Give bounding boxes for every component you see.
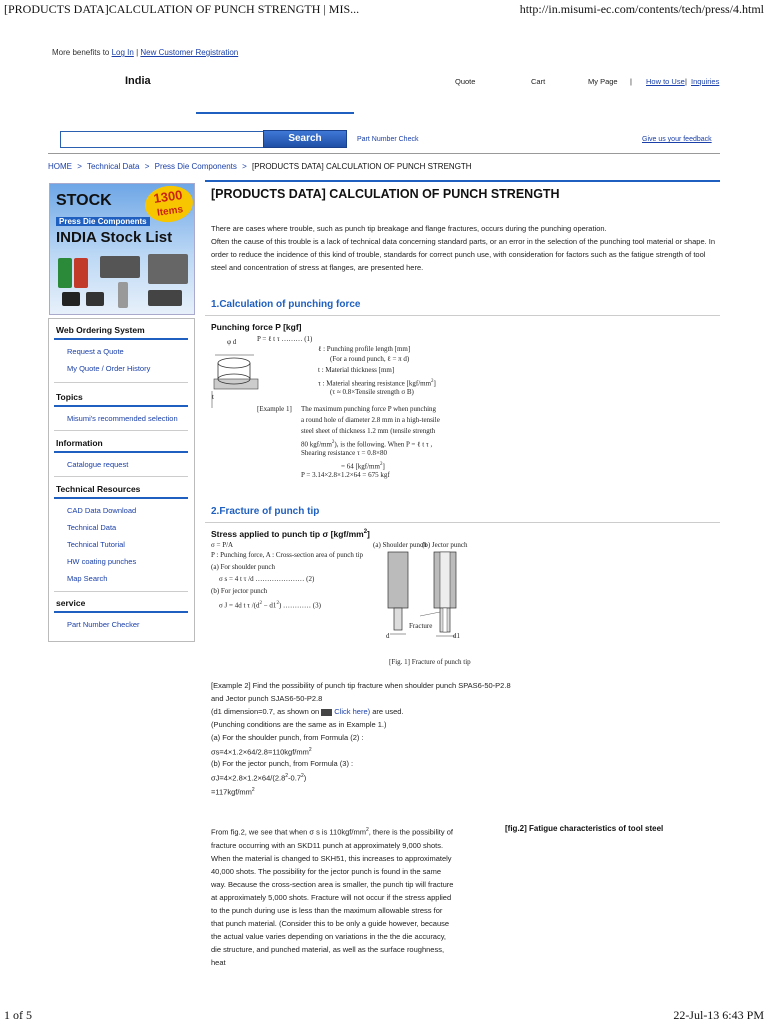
breadcrumb-sep: > [144,162,150,171]
sidebar-heading-service: service [56,598,86,608]
example-1-line-3: steel sheet of thickness 1.2 mm (tensile strength [301,427,436,435]
sidebar-item-cad[interactable]: CAD Data Download [67,506,137,515]
click-here-icon[interactable] [321,709,332,716]
jector-formula-c: ) ………… (3) [278,601,321,610]
caption-jector-punch: (b) Jector punch [422,541,468,549]
tau-bracket: ] [433,379,436,388]
fracture-label: Fracture [409,622,433,630]
example-2-line-1: [Example 2] Find the possibility of punch tip fracture when shoulder punch SPAS6-50-P2.8 [211,681,511,690]
part-number-check-link[interactable]: Part Number Check [357,136,419,143]
breadcrumb [48,162,472,171]
breadcrumb-home[interactable]: HOME [48,162,72,171]
sidebar-item-recommended[interactable]: Misumi's recommended selection [67,414,178,423]
plate-image [100,256,140,278]
example-2-line-9-sq: 2 [251,787,255,793]
example-1-sq: 2 [331,440,335,445]
mypage-link[interactable]: My Page [588,77,618,86]
l-definition: ℓ : Punching profile length [mm] [318,345,411,353]
section-rule [205,522,720,523]
section-title-fracture: 2.Fracture of punch tip [211,506,320,517]
stress-formula: σ = P/A [211,541,234,549]
jector-formula-b: − d1 [261,601,277,610]
example-2-line-3a: (d1 dimension=0.7, as shown on [211,707,320,716]
example-2-line-6-text: σs=4×1.2×64/2.8=110kgf/mm [211,747,309,757]
example-2-line-8c: ) [303,773,307,783]
page-title: [PRODUCTS DATA] CALCULATION OF PUNCH STRENGTH [211,187,560,201]
example-2-line-8 [211,770,306,785]
feedback-link[interactable]: Give us your feedback [642,136,712,143]
print-page-title: [PRODUCTS DATA]CALCULATION OF PUNCH STRENGTH | MIS... [4,2,360,16]
example-2-line-3b: are used. [372,707,404,716]
banner-badge-unit: Items [156,204,184,219]
example-1-line-2: a round hole of diameter 2.8 mm in a high-tensile [301,416,440,424]
breadcrumb-current: [PRODUCTS DATA] CALCULATION OF PUNCH STRENGTH [252,162,472,171]
example-1-line-7: P = 3.14×2.8×1.2×64 = 675 kgf [301,471,390,479]
fig2-title: [fig.2] Fatigue characteristics of tool steel [505,824,664,833]
sidebar-divider [54,430,188,431]
jector-formula-a: σ J = 4d t τ /(d [219,601,260,610]
banner-india-text: INDIA Stock List [56,229,173,246]
example-1-line-4a: 80 kgf/mm [301,440,332,449]
block-image [62,292,80,306]
banner-parts-image [56,252,190,310]
fatigue-discussion-a: From fig.2, we see that when σ s is 110kgf/mm [211,827,366,837]
breadcrumb-press-die[interactable]: Press Die Components [154,162,237,171]
example-2-line-8-sq2: 2 [301,773,304,779]
fatigue-discussion [211,824,456,970]
t-definition: t : Material thickness [mm] [318,366,395,374]
title-top-rule [205,180,720,182]
shoulder-formula: σ s = 4 t τ /d ………………… (2) [219,575,315,583]
example-1-line-5: Shearing resistance τ = 0.8×80 [301,449,387,457]
intro-paragraph-1: There are cases where trouble, such as punch tip breakage and flange fractures, occurs during the punching operation. [211,224,607,233]
example-1-line-1: The maximum punching force P when punching [301,405,437,413]
sidebar-divider [54,382,188,383]
print-url: http://in.misumi-ec.com/contents/tech/press/4.html [519,2,764,16]
banner-badge [143,183,195,225]
stock-list-banner[interactable] [49,183,195,315]
search-button[interactable]: Search [263,130,347,148]
sidebar-item-map-search[interactable]: Map Search [67,574,108,583]
formula-1: P = ℓ t τ ……… (1) [257,335,313,343]
benefits-bar [52,48,238,57]
example-2-line-6-sq: 2 [308,747,312,753]
example-1-label: [Example 1] [257,405,292,413]
sidebar-heading-rule [54,611,188,613]
example-2-line-8-sq1: 2 [285,773,289,779]
breadcrumb-sep: > [77,162,82,171]
jector-formula [219,598,321,611]
how-to-use-link[interactable]: How to Use [646,77,685,86]
breadcrumb-sep: > [242,162,247,171]
subtitle-stress-end: ] [367,529,370,539]
caption-shoulder-punch: (a) Shoulder punch [373,541,427,549]
inquiries-link[interactable]: Inquiries [691,77,720,86]
print-datetime: 22-Jul-13 6:43 PM [673,1008,764,1022]
intro-text [211,222,716,274]
jector-sq-1: 2 [259,601,262,606]
tau-note: (τ ≈ 0.8×Tensile strength σ B) [330,388,414,396]
d1-label: d1 [453,632,460,640]
breadcrumb-technical-data[interactable]: Technical Data [86,162,140,171]
sidebar-item-part-number-checker[interactable]: Part Number Checker [67,620,140,629]
subtitle-stress [211,529,370,539]
example-2-line-9 [211,784,255,799]
sidebar-heading-topics: Topics [56,392,83,402]
stress-definition: P : Punching force, A : Cross-section area of punch tip [211,551,363,559]
section-rule [205,315,720,316]
fig1-caption: [Fig. 1] Fracture of punch tip [389,658,471,666]
sidebar-item-my-quote[interactable]: My Quote / Order History [67,364,151,373]
fatigue-discussion-sq: 2 [365,827,369,833]
subtitle-stress-sq: 2 [363,529,368,536]
fatigue-discussion-b: , there is the possibility of fracture occurring with an SKD11 punch at approximately 9,000 shots. When the material is changed to SKH51, this increases to approximately 40,000 shots. The possibility for the jector punch is found in the same way. Because the cross-section area is smaller, the punch tip will fracture at approximately 5,000 shots. Fracture will not occur if the stress applied to the punch during use is less than the maximum allowable stress for that punch material. (Consider this to be only a guide however, because the actual value varies depending on variations in the the die accuracy, die structure, and punched material, as well as the surface roughness, heat [211,827,454,968]
l-note: (For a round punch, ℓ = π d) [330,355,410,363]
sidebar-heading-rule [54,338,188,340]
sidebar-item-technical-data[interactable]: Technical Data [67,523,117,532]
header-divider [48,153,720,154]
jector-sq-2: 2 [276,601,279,606]
sidebar-heading-rule [54,497,188,499]
example-2-line-3 [211,705,404,718]
country-tab-indicator [196,112,354,114]
section-title-punching-force: 1.Calculation of punching force [211,299,361,310]
spring-image [58,258,72,288]
sidebar-heading-information: Information [56,438,103,448]
subtitle-punching-force: Punching force P [kgf] [211,322,302,332]
sidebar-item-technical-tutorial[interactable]: Technical Tutorial [67,540,125,549]
example-1-line-6-bracket: ] [382,462,385,471]
shoulder-label: (a) For shoulder punch [211,563,275,571]
sidebar-item-request-quote[interactable]: Request a Quote [67,347,124,356]
jector-label: (b) For jector punch [211,587,268,595]
banner-press-text: Press Die Components [56,217,150,226]
benefits-text: More benefits to [52,48,110,57]
example-2-line-2: and Jector punch SJAS6-50-P2.8 [211,694,323,703]
intro-paragraph-2: Often the cause of this trouble is a lack of technical data concerning standard parts, or an error in the selection of the punching tool material or shape. In order to reduce the incidence of this kind of trouble, standards for correct punch use, with consideration for factors such as the fatigue strength of tool steel and concentration of stress at flanges, are presented here. [211,237,716,272]
sidebar-heading-rule [54,451,188,453]
search-input[interactable] [60,131,264,148]
sidebar-divider [54,591,188,592]
click-here-link[interactable]: Click here) [334,707,371,716]
banner-stock-text: STOCK [56,192,112,209]
example-2-line-9-text: =117kgf/mm [211,787,252,797]
example-2-line-8b: -0.7 [288,773,301,783]
cart-link[interactable]: Cart [531,77,546,86]
phi-d-label: φ d [227,338,237,346]
login-link[interactable]: Log In [111,48,134,57]
example-1-line-6-sq: 2 [379,462,383,467]
register-link[interactable]: New Customer Registration [140,48,239,57]
example-1-line-6-text: = 64 [kgf/mm [341,462,380,471]
example-2-line-8a: σJ=4×2.8×1.2×64/(2.8 [211,773,286,783]
subtitle-stress-text: Stress applied to punch tip σ [kgf/mm [211,529,364,539]
sidebar-item-hw-coating[interactable]: HW coating punches [67,557,137,566]
example-2-line-7: (b) For the jector punch, from Formula (3) : [211,759,354,768]
tau-definition-text: τ : Material shearing resistance [kgf/mm [318,379,432,388]
tau-sq: 2 [431,379,434,384]
example-2-line-5: (a) For the shoulder punch, from Formula (2) : [211,733,364,742]
nav-separator-2: | [685,77,687,86]
quote-link[interactable]: Quote [455,77,476,86]
pin-image [118,282,128,308]
country-label[interactable]: India [125,75,151,87]
sidebar-divider [54,476,188,477]
t-label: t [212,393,214,401]
spring-image [74,258,88,288]
block-image [86,292,104,306]
sidebar-heading-rule [54,405,188,407]
print-page-number: 1 of 5 [4,1008,32,1022]
sidebar-heading-technical-resources: Technical Resources [56,484,141,494]
d-label: d [386,632,390,640]
benefits-separator: | [136,48,139,57]
example-2-line-4: (Punching conditions are the same as in Example 1.) [211,720,387,729]
nav-separator: | [630,77,632,86]
banner-badge-count: 1300 [152,187,184,207]
block-image [148,290,182,306]
example-1-line-4b: ), is the following. When P = ℓ t τ , [334,440,433,449]
sidebar-heading-web-ordering: Web Ordering System [56,325,145,335]
sidebar-item-catalogue[interactable]: Catalogue request [67,460,129,469]
plate-image [148,254,188,284]
